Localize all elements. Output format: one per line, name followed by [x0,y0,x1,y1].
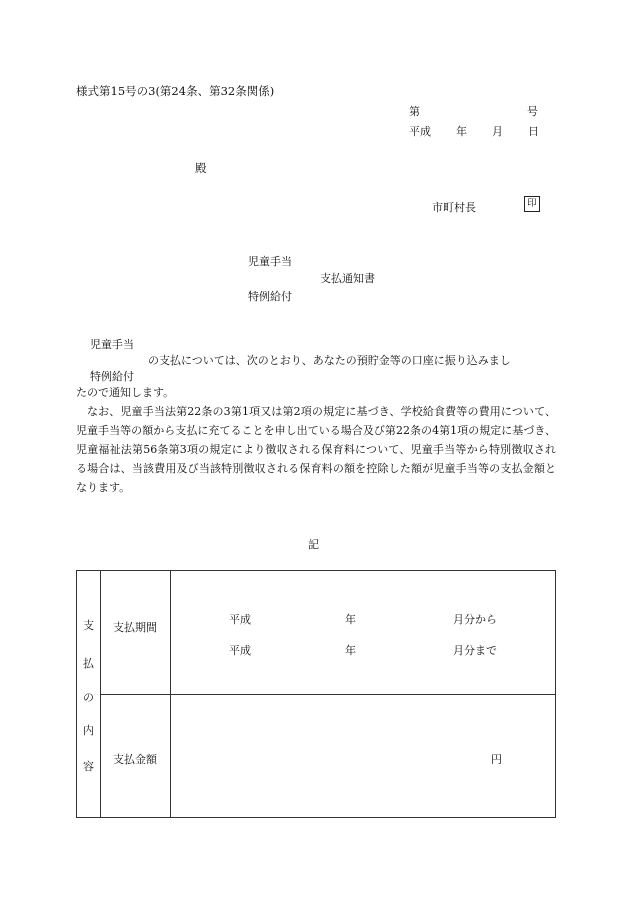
body-line-notice: たので通知します。 [76,386,175,399]
period-to-month-label: 月分まで [453,644,497,657]
document-title: 支払通知書 [320,272,375,285]
period-to-year-label: 年 [345,644,356,657]
document-number-suffix: 号 [527,105,538,118]
body-line-transfer: の支払については、次のとおり、あなたの預貯金等の口座に振り込みまし [148,354,511,367]
amount-unit-yen: 円 [491,753,502,766]
body-option-special-benefit: 特例給付 [90,370,134,383]
form-identifier: 様式第15号の3(第24条、第32条関係) [76,84,275,98]
body-option-child-allowance: 児童手当 [90,338,134,351]
payment-period-label: 支払期間 [113,621,157,634]
payment-details-table [76,570,556,818]
period-from-month-label: 月分から [453,613,497,626]
side-label-char: 容 [83,760,94,773]
document-number-prefix: 第 [409,105,420,118]
period-from-year-label: 年 [345,613,356,626]
body-deduction-paragraph: なお、児童手当法第22条の3第1項又は第2項の規定に基づき、学校給食費等の費用について、児童手当等の額から支払に充てることを申し出ている場合及び第22条の4第1項の規定に基づき、児童福祉法第56条第3項の規定により徴収される保育料について、児童手当等から特別徴収される場合は、当該費用及び当該特別徴収される保育料の額を控除した額が児童手当等の支払金額となります。 [76,405,556,494]
date-day-label: 日 [528,125,539,138]
date-month-label: 月 [492,125,503,138]
date-era: 平成 [409,125,431,138]
side-label-char: 内 [83,724,94,737]
issuer-title: 市町村長 [432,201,476,214]
table-divider [100,694,555,695]
addressee-honorific: 殿 [195,161,207,175]
date-year-label: 年 [456,125,467,138]
side-label-char: の [83,691,94,704]
side-label-char: 払 [83,657,94,670]
period-to-era: 平成 [229,644,251,657]
period-from-era: 平成 [229,613,251,626]
side-label-char: 支 [83,619,94,632]
record-heading: 記 [308,538,319,551]
seal-mark: 印 [524,196,540,212]
payment-amount-label: 支払金額 [113,753,157,766]
title-option-special-benefit: 特例給付 [248,290,292,303]
title-option-child-allowance: 児童手当 [248,255,292,268]
